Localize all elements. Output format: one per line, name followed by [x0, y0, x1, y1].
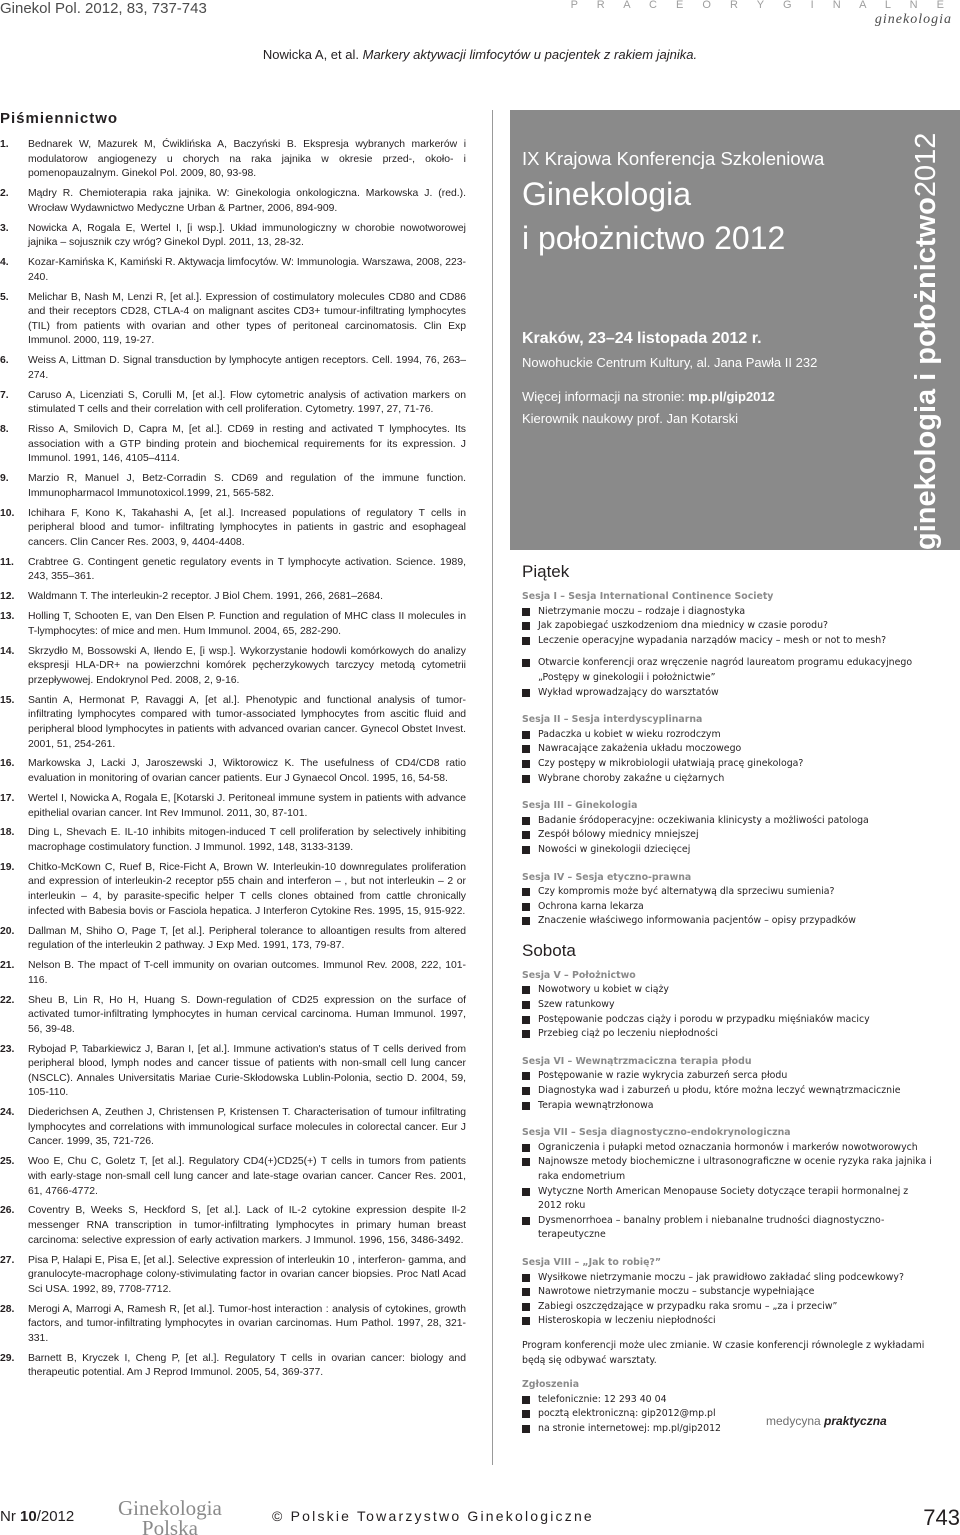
ginekologia-polska-logo [118, 1498, 222, 1535]
reference-number: 6. [0, 355, 9, 367]
running-title [0, 47, 960, 62]
logo-line2: Polska [141, 1516, 198, 1535]
reference-number: 18. [0, 827, 15, 839]
program-item [522, 1069, 932, 1084]
bullet-square-icon [522, 1425, 530, 1433]
reference-text: Marzio R, Manuel J, Betz-Corradin S. CD69 and regulation of the immune function. Immunopharmacol Immunotoxicol.1999, 21, 565-582. [28, 473, 466, 499]
medycyna-praktyczna-logo [766, 1414, 887, 1428]
bullet-square-icon [522, 622, 530, 630]
reference-item [0, 1106, 466, 1150]
reference-text: Diederichsen A, Zeuthen J, Christensen P, Kristensen T. Characterisation of tumour infiltrating lymphocytes and correlations with immunological surface molecules in colorectal cancer. Eur J Cancer. 1999, 35, 721-726. [28, 1107, 466, 1148]
program-item [522, 998, 932, 1013]
bullet-square-icon [522, 1303, 530, 1311]
reference-text: Ichihara F, Kono K, Takahashi A, [et al.]. Increased populations of regulatory T cells in peripheral blood and tumor- infiltrating lymphocytes in patients in gastric and esophageal cancers. Clin Cancer Res. 2003, 9, 4404-4408. [28, 507, 466, 548]
program-item-text: Ochrona karna lekarza [538, 900, 644, 912]
reference-item [0, 994, 466, 1038]
reference-number: 15. [0, 694, 15, 706]
logo-bold-text: praktyczna [824, 1414, 887, 1428]
banner-lead: Kierownik naukowy prof. Jan Kotarski [522, 411, 739, 426]
program-item [522, 686, 932, 701]
session-title: Sesja VII – Sesja diagnostyczno-endokrynologiczna [522, 1127, 791, 1139]
reference-item [0, 694, 466, 752]
session-title: Sesja II – Sesja interdyscyplinarna [522, 714, 703, 726]
bullet-square-icon [522, 1410, 530, 1418]
spacer [522, 700, 932, 708]
program-item-text: Badanie śródoperacyjne: oczekiwania klinicysty a możliwości patologa [538, 814, 869, 826]
issue-number-label: Nr [0, 1508, 20, 1525]
program-item-text: na stronie internetowej: mp.pl/gip2012 [538, 1422, 722, 1434]
reference-number: 7. [0, 389, 9, 401]
program-item [522, 1285, 932, 1300]
program-item-text: Zespół bólowy miednicy mniejszej [538, 829, 699, 841]
program-item [522, 1027, 932, 1042]
reference-text: Waldmann T. The interleukin-2 receptor. J Biol Chem. 1991, 266, 2681–2684. [28, 591, 384, 603]
bullet-square-icon [522, 1274, 530, 1282]
bullet-square-icon [522, 986, 530, 994]
running-title-text: Markery aktywacji limfocytów u pacjentek z rakiem jajnika. [362, 47, 698, 62]
reference-number: 19. [0, 861, 15, 873]
reference-item [0, 507, 466, 551]
program-item [522, 757, 932, 772]
reference-text: Kozar-Kamińska K, Kamiński R. Aktywacja limfocytów. W: Immunologia. Warszawa, 2008, 223-240. [28, 257, 466, 283]
reference-text: Mądry R. Chemioterapia raka jajnika. W: Ginekologia onkologiczna. Markowska J. (red.). Wrocław Wydawnictwo Medyczne Urban & Partner, 2006, 894-909. [28, 188, 466, 214]
program-item-text: Nowości w ginekologii dziecięcej [538, 843, 691, 855]
reference-number: 23. [0, 1043, 15, 1055]
reference-number: 12. [0, 591, 15, 603]
reference-text: Skrzydło M, Bossowski A, Iłendo E, [i wsp.]. Wykorzystanie hodowli komórkowych do analizy ekspresji HLA-DR+ na powierzchni komórek pęcherzykowych tarczycy metodą cytometrii przepływowej. Endokrynol Ped. 2008, 2, 9-16. [28, 645, 466, 686]
spacer [522, 1042, 932, 1050]
reference-text: Dallman M, Shiho O, Page T, [et al.]. Peripheral tolerance to alloantigen results from altered regulation of the interleukin 2 pathway. J Exp Med. 1991, 173, 79-87. [28, 925, 466, 952]
program-item [522, 1141, 932, 1156]
bullet-square-icon [522, 1396, 530, 1404]
reference-number: 13. [0, 611, 15, 623]
program-item-text: telefonicznie: 12 293 40 04 [538, 1393, 667, 1405]
program-item [522, 1013, 932, 1028]
program-item [522, 1084, 932, 1099]
reference-item [0, 959, 466, 988]
reference-text: Risso A, Smilovich D, Capra M, [et al.]. CD69 in resting and activated T lymphocytes. Its association with a GTP binding protein and biochemical requirements for its expression. J Immunol. 1991, 146, 4105–4114. [28, 424, 466, 465]
banner-info-link[interactable]: mp.pl/gip2012 [688, 389, 775, 404]
reference-number: 11. [0, 556, 14, 568]
bullet-square-icon [522, 817, 530, 825]
program-item [522, 634, 932, 649]
program-item [522, 983, 932, 998]
reference-item [0, 256, 466, 285]
reference-item [0, 187, 466, 216]
issue-year: /2012 [36, 1508, 75, 1525]
program-list [522, 885, 932, 929]
spacer [522, 1243, 932, 1251]
logo-light-text: medycyna [766, 1414, 825, 1428]
bullet-square-icon [522, 1072, 530, 1080]
program-item-text: Jak zapobiegać uszkodzeniom dna miednicy w czasie porodu? [538, 620, 828, 632]
bullet-square-icon [522, 1288, 530, 1296]
conference-banner [510, 110, 960, 550]
program-item-text: Znaczenie właściwego informowania pacjentów – opisy przypadków [538, 915, 856, 927]
reference-number: 9. [0, 473, 9, 485]
reference-text: Santin A, Hermonat P, Ravaggi A, [et al.]. Phenotypic and functional analysis of tumor-infiltrating lymphocytes compared with tumor-associated lymphocytes from ascitic fluid and peripheral blood lymphocytes in patients with advanced ovarian cancer. Gynecol Obstet Invest. 2001, 51, 254-261. [28, 694, 466, 750]
reference-text: Pisa P, Halapi E, Pisa E, [et al.]. Selective expression of interleukin 10 , interferon- gamma, and granulocyte-macrophage colony-stivimulating factor in ovarian cancer biopsies. Proc Natl Acad Sci USA. 1992, 89, 7708-7712. [28, 1254, 466, 1295]
bullet-square-icon [522, 888, 530, 896]
program-list [522, 983, 932, 1041]
program-item [522, 605, 932, 620]
program-item [522, 914, 932, 929]
reference-text: Rybojad P, Tabarkiewicz J, Baran I, [et al.]. Immune activation's status of T cells derived from peripheral blood, lymph nodes and cancer tissue of patients with non-small cell lung cancer (NSCLC). Annales Universitatis Mariae Curie-Skłodowska Lublin-Polonia, sectio D. 2004, 59, 105-110. [28, 1043, 466, 1099]
reference-item [0, 291, 466, 349]
program-item-text: Nawrotowe nietrzymanie moczu – substancje wypełniające [538, 1286, 815, 1298]
bullet-square-icon [522, 1102, 530, 1110]
reference-text: Markowska J, Lacki J, Jaroszewski J, Wiktorowicz K. The usefulness of CD4/CD8 ratio evaluation in monitoring of ovarian cancer patients. Eur J Gynaecol Oncol. 1995, 16, 54-58. [28, 758, 466, 785]
program-item [522, 885, 932, 900]
program-item [522, 1155, 932, 1184]
program-item-text: Najnowsze metody biochemiczne i ultrasonograficzne w ocenie ryzyka raka jajnika i raka endometrium [538, 1156, 932, 1182]
registration-title: Zgłoszenia [522, 1379, 580, 1391]
reference-text: Merogi A, Marrogi A, Ramesh R, [et al.]. Tumor-host interaction : analysis of cytokines, growth factors, and tumor-infiltrating lymphocytes in ovarian carcinomas. Hum Pathol. 1997, 28, 321-331. [28, 1303, 466, 1344]
reference-text: Holling T, Schooten E, van Den Elsen P. Function and regulation of MHC class II molecules in T-lymphocytes: of mice and men. Hum Immunol. 2004, 65, 282-290. [28, 611, 466, 637]
bullet-square-icon [522, 846, 530, 854]
reference-item [0, 590, 466, 605]
issue-number-value: 10 [20, 1508, 37, 1525]
section-label: P R A C E O R Y G I N A L N E [570, 0, 952, 11]
reference-item [0, 389, 466, 418]
program-list [522, 1069, 932, 1113]
program-item-text: Otwarcie konferencji oraz wręczenie nagród laureatom programu edukacyjnego „Postępy w ginekologii i położnictwie” [538, 657, 913, 683]
program-list [522, 605, 932, 649]
banner-date-place: Kraków, 23–24 listopada 2012 r. [522, 330, 762, 347]
reference-number: 4. [0, 257, 9, 269]
reference-number: 21. [0, 960, 15, 972]
program-item-text: pocztą elektroniczną: gip2012@mp.pl [538, 1408, 716, 1420]
program-item [522, 814, 932, 829]
section-header [571, 0, 952, 27]
bullet-square-icon [522, 689, 530, 697]
session-title: Sesja I – Sesja International Continence Society [522, 591, 774, 602]
session-title: Sesja IV – Sesja etyczno-prawna [522, 871, 692, 883]
reference-item [0, 757, 466, 786]
program-item [522, 900, 932, 915]
program-item [522, 619, 932, 634]
bullet-square-icon [522, 659, 530, 667]
copyright: © Polskie Towarzystwo Ginekologiczne [272, 1508, 594, 1524]
column-divider [492, 110, 493, 1465]
day-heading-saturday: Sobota [522, 940, 576, 960]
reference-item [0, 826, 466, 855]
reference-item [0, 472, 466, 501]
program-item-text: Nawracające zakażenia układu moczowego [538, 743, 742, 755]
bullet-square-icon [522, 1030, 530, 1038]
bullet-square-icon [522, 917, 530, 925]
bullet-square-icon [522, 731, 530, 739]
program-item-text: Wysiłkowe nietrzymanie moczu – jak prawidłowo zakładać sling podcewkowy? [538, 1271, 904, 1283]
program-item-text: Leczenie operacyjne wypadania narządów macicy – mesh or not to mesh? [538, 634, 887, 646]
program-item [522, 728, 932, 743]
reference-text: Bednarek W, Mazurek M, Ćwiklińska A, Baczyński B. Ekspresja wybranych markerów i modulatorow angiogenezy u chorych na raka jajnika w okresie przed-, około- i pomenopauzalnym. Ginekol Pol. 2009, 80, 93-98. [28, 139, 466, 180]
bullet-square-icon [522, 1001, 530, 1009]
program-item-text: Diagnostyka wad i zaburzeń u płodu, które można leczyć wewnątrzmacicznie [538, 1085, 901, 1097]
program-item-text: Przebieg ciąż po leczeniu niepłodności [538, 1028, 718, 1040]
reference-text: Caruso A, Licenziati S, Corulli M, [et al.]. Flow cytometric analysis of activation markers on stimulated T cells and their correlation with cell proliferation. Cytometry. 1997, 27, 71-76. [28, 389, 466, 416]
journal-name: ginekologia [874, 12, 952, 27]
bullet-square-icon [522, 1144, 530, 1152]
spacer [522, 786, 932, 794]
page-number: 743 [923, 1505, 960, 1530]
banner-title-line1: Ginekologia [522, 176, 691, 212]
program-item-text: Wykład wprowadzający do warsztatów [538, 686, 719, 698]
bullet-square-icon [522, 637, 530, 645]
reference-item [0, 138, 466, 182]
bullet-square-icon [522, 1217, 530, 1225]
reference-number: 28. [0, 1303, 15, 1315]
reference-item [0, 792, 466, 821]
reference-item [0, 1204, 466, 1248]
reference-number: 3. [0, 222, 9, 234]
banner-subtitle: IX Krajowa Konferencja Szkoleniowa [522, 148, 825, 169]
reference-number: 17. [0, 792, 15, 804]
issue-number [0, 1508, 74, 1525]
program-list [522, 728, 932, 786]
reference-item [0, 222, 466, 251]
reference-text: Wertel I, Nowicka A, Rogala E, [Kotarski J. Peritoneal immune system in patients with advance epithelial ovarian cancer. Int Rev Immunol. 2011, 30, 87-101. [28, 792, 466, 819]
reference-item [0, 610, 466, 639]
reference-number: 8. [0, 424, 9, 436]
reference-item [0, 861, 466, 919]
program-item-text: Czy kompromis może być alternatywą dla sprzeciwu sumienia? [538, 886, 835, 898]
reference-number: 26. [0, 1205, 15, 1217]
program-item-text: Szew ratunkowy [538, 999, 615, 1011]
reference-text: Nowicka A, Rogala E, Wertel I, [i wsp.]. Układ immunologiczny w chorobie nowotworowej jajnika – sojusznik czy wróg? Ginekol Dypl. 2011, 13, 28-32. [28, 222, 466, 249]
reference-text: Weiss A, Littman D. Signal transduction by lymphocyte antigen receptors. Cell. 1994, 76, 263–274. [28, 355, 466, 381]
program-item [522, 828, 932, 843]
reference-item [0, 1155, 466, 1199]
reference-text: Coventry B, Weeks S, Heckford S, [et al.]. Lack of IL-2 cytokine expression despite Il-2 messenger RNA transcription in tumor-infiltrating lymphocytes in primary human breast carcinoma: selective expression of early activation markers. J Immunol. 1996, 156, 3486-3492. [28, 1205, 466, 1246]
references-heading: Piśmiennictwo [0, 110, 119, 127]
reference-text: Crabtree G. Contingent genetic regulatory events in T lymphocyte activation. Science. 1989, 243, 355–361. [28, 556, 466, 583]
reference-number: 16. [0, 758, 15, 770]
program-item [522, 1300, 932, 1315]
program-item [522, 742, 932, 757]
reference-item [0, 1352, 466, 1381]
reference-text: Barnett B, Kryczek I, Cheng P, [et al.]. Regulatory T cells in ovarian cancer: biology and therapeutic potential. Am J Reprod Immunol. 2005, 54, 369-377. [28, 1352, 466, 1379]
references-list [0, 138, 466, 1386]
spacer [522, 858, 932, 866]
bullet-square-icon [522, 903, 530, 911]
reference-number: 20. [0, 925, 15, 937]
session-title: Sesja III – Ginekologia [522, 800, 638, 812]
program-item-text: Nowotwory u kobiet w ciąży [538, 984, 669, 996]
reference-item [0, 354, 466, 383]
program-item [522, 1214, 932, 1243]
session-title: Sesja VI – Wewnątrzmaciczna terapia płodu [522, 1055, 752, 1067]
running-title-authors: Nowicka A, et al. [262, 47, 363, 62]
banner-info [522, 389, 775, 404]
reference-item [0, 423, 466, 467]
program-item-text: Zabiegi oszczędzające w przypadku raka sromu – „za i przeciw” [538, 1300, 838, 1312]
bullet-square-icon [522, 608, 530, 616]
reference-item [0, 645, 466, 689]
program-list [522, 814, 932, 858]
program-item-text: Wytyczne North American Menopause Society dotyczące terapii hormonalnej z 2012 roku [538, 1185, 909, 1212]
program-item-text: Dysmenorrhoea – banalny problem i niebanalne trudności diagnostyczno-terapeutyczne [538, 1214, 885, 1241]
spacer [522, 648, 932, 656]
day-heading-friday: Piątek [522, 562, 570, 581]
reference-item [0, 1043, 466, 1101]
reference-number: 14. [0, 645, 15, 657]
logo-line1: Ginekologia [118, 1496, 222, 1520]
program-list [522, 1271, 932, 1329]
banner-vertical-bold: ginekologia i położnictwo [910, 197, 942, 550]
bullet-square-icon [522, 1317, 530, 1325]
spacer [522, 1113, 932, 1121]
program-item [522, 656, 932, 685]
program-item [522, 1185, 932, 1214]
reference-number: 29. [0, 1352, 15, 1364]
program-item-text: Postępowanie podczas ciąży i porodu w przypadku mięśniaków macicy [538, 1013, 870, 1025]
program-item-text: Padaczka u kobiet w wieku rozrodczym [538, 728, 721, 740]
reference-number: 22. [0, 994, 15, 1006]
reference-item [0, 925, 466, 954]
program-list [522, 1141, 932, 1243]
bullet-square-icon [522, 745, 530, 753]
reference-number: 24. [0, 1107, 15, 1119]
reference-item [0, 1254, 466, 1298]
program-item-text: Terapia wewnątrzłonowa [538, 1099, 654, 1111]
bullet-square-icon [522, 775, 530, 783]
reference-text: Woo E, Chu C, Goletz T, [et al.]. Regulatory CD4(+)CD25(+) T cells in tumors from patients with early-stage non-small cell lung cancer and late-stage ovarian cancer. Cancer Res. 2001, 61, 4766-4772. [28, 1156, 466, 1197]
banner-vertical-year: 2012 [910, 132, 942, 198]
program-item [522, 1393, 932, 1408]
program-item-text: Ograniczenia i pułapki metod oznaczania hormonów i markerów nowotworowych [538, 1141, 918, 1153]
reference-number: 10. [0, 507, 15, 519]
reference-item [0, 556, 466, 585]
reference-number: 5. [0, 291, 9, 303]
reference-number: 27. [0, 1254, 15, 1266]
bullet-square-icon [522, 831, 530, 839]
program-list [522, 656, 932, 700]
bullet-square-icon [522, 1188, 530, 1196]
bullet-square-icon [522, 1016, 530, 1024]
program-item-text: Postępowanie w razie wykrycia zaburzeń serca płodu [538, 1070, 788, 1082]
reference-text: Ding L, Shevach E. IL-10 inhibits mitogen-induced T cell proliferation by selectively inhibiting macrophage costimulatory function. J Immunol. 1992, 148, 3133-3139. [28, 827, 466, 853]
banner-title-line2: i położnictwo 2012 [522, 220, 786, 256]
reference-number: 1. [0, 139, 9, 150]
reference-text: Chitko-McKown C, Ruef B, Rice-Ficht A, Brown W. Interleukin-10 downregulates proliferation and expression of interleukin-2 receptor p55 chain and interferon – , but not interleukin – 2 or interleukin – 4, by parasite-specific helper T cells clones obtained from cattle chronically infected with Babesia bovis or Fasciola hepatica. J Interferon Cytokine Res. 1995, 15, 915-922. [28, 861, 466, 917]
reference-text: Sheu B, Lin R, Ho H, Huang S. Down-regulation of CD25 expression on the surface of activated tumor-infiltrating lymphocytes in human cervical carcinoma. Human Immunol. 1997, 56, 39-48. [28, 994, 466, 1035]
reference-text: Melichar B, Nash M, Lenzi R, [et al.]. Expression of costimulatory molecules CD80 and CD86 and their receptors CD28, CTLA-4 on malignant ascites CD3+ tumour-infiltrating lymphocytes (TIL) from patients with ovarian and other types of peritoneal carcinomatosis. Clin Exp Immunol. 2000, 119, 19-27. [28, 291, 466, 347]
bullet-square-icon [522, 760, 530, 768]
program-item [522, 843, 932, 858]
reference-number: 2. [0, 188, 9, 200]
bullet-square-icon [522, 1087, 530, 1095]
program-note: Program konferencji może ulec zmianie. W czasie konferencji równolegle z wykładami będą się odbywać warsztaty. [522, 1339, 925, 1366]
bullet-square-icon [522, 1158, 530, 1166]
session-title: Sesja V – Położnictwo [522, 969, 636, 981]
reference-text: Nelson B. The mpact of T-cell immunity on ovarian outcomes. Immunol Rev. 2008, 222, 101-116. [28, 960, 466, 986]
banner-info-label: Więcej informacji na stronie: [522, 389, 689, 404]
program-item-text: Czy postępy w mikrobiologii ułatwiają pracę ginekologa? [538, 757, 804, 769]
program-item [522, 772, 932, 787]
reference-item [0, 1303, 466, 1347]
banner-vertical-title [910, 133, 943, 550]
journal-citation: Ginekol Pol. 2012, 83, 737-743 [0, 0, 207, 17]
reference-number: 25. [0, 1156, 15, 1168]
session-title: Sesja VIII – „Jak to robię?” [522, 1256, 662, 1268]
program-item-text: Wybrane choroby zakaźne u ciężarnych [538, 772, 725, 784]
program-item-text: Nietrzymanie moczu – rodzaje i diagnostyka [538, 605, 746, 617]
program-item [522, 1271, 932, 1286]
conference-program [522, 560, 932, 1437]
program-item-text: Histeroskopia w leczeniu niepłodności [538, 1315, 716, 1327]
program-item [522, 1314, 932, 1329]
program-item [522, 1099, 932, 1114]
banner-venue: Nowohuckie Centrum Kultury, al. Jana Pawła II 232 [522, 355, 818, 370]
